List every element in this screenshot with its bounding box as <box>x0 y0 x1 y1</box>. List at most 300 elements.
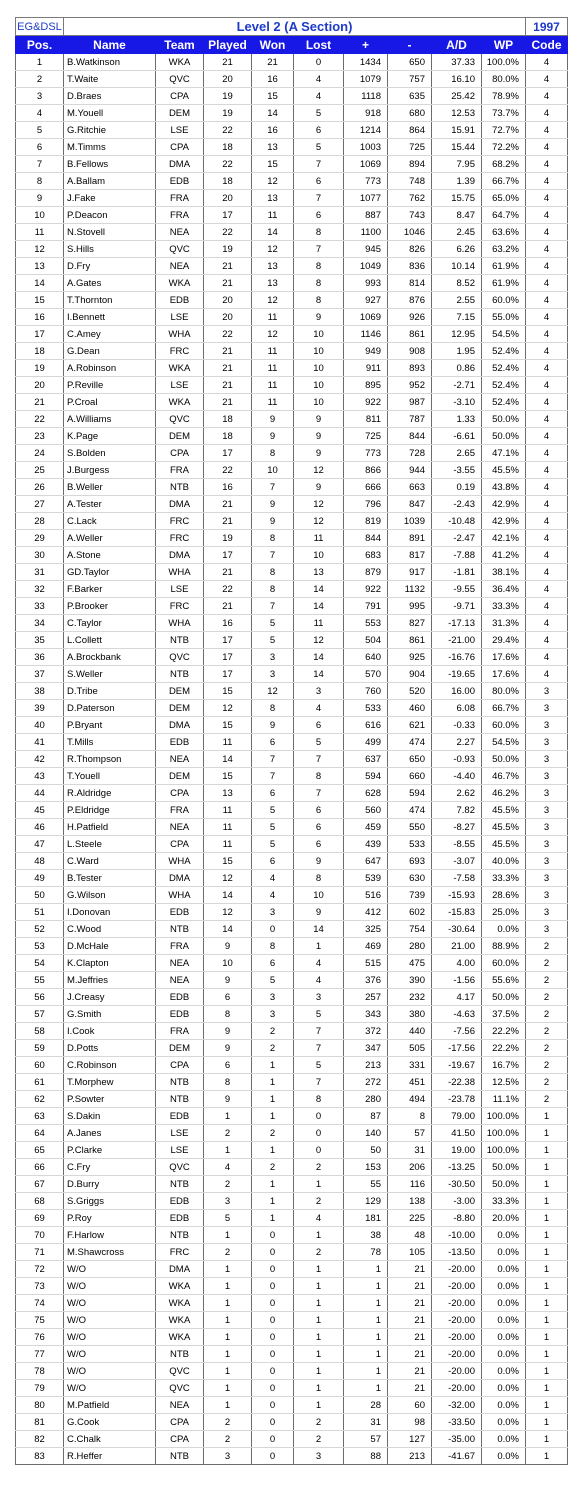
name-cell: B.Watkinson <box>64 54 156 71</box>
ad-cell: -8.80 <box>432 1210 482 1227</box>
team-cell: DEM <box>156 768 204 785</box>
name-cell: P.Sowter <box>64 1091 156 1108</box>
team-cell: WKA <box>156 1295 204 1312</box>
lost-cell: 6 <box>294 207 344 224</box>
pos-cell: 62 <box>16 1091 64 1108</box>
plus-cell: 50 <box>344 1142 388 1159</box>
minus-cell: 926 <box>388 309 432 326</box>
lost-cell: 10 <box>294 394 344 411</box>
pos-cell: 31 <box>16 564 64 581</box>
wp-cell: 50.0% <box>482 1176 526 1193</box>
minus-cell: 21 <box>388 1278 432 1295</box>
team-cell: CPA <box>156 1057 204 1074</box>
table-row <box>16 751 568 768</box>
minus-cell: 138 <box>388 1193 432 1210</box>
code-cell: 4 <box>526 360 568 377</box>
plus-cell: 1069 <box>344 309 388 326</box>
won-cell: 8 <box>252 581 294 598</box>
plus-cell: 87 <box>344 1108 388 1125</box>
plus-cell: 819 <box>344 513 388 530</box>
col-won-header: Won <box>252 36 294 54</box>
plus-cell: 347 <box>344 1040 388 1057</box>
played-cell: 8 <box>204 1006 252 1023</box>
plus-cell: 553 <box>344 615 388 632</box>
pos-cell: 70 <box>16 1227 64 1244</box>
ad-cell: -15.83 <box>432 904 482 921</box>
won-cell: 2 <box>252 1125 294 1142</box>
plus-cell: 1 <box>344 1312 388 1329</box>
minus-cell: 917 <box>388 564 432 581</box>
team-cell: NTB <box>156 1091 204 1108</box>
played-cell: 20 <box>204 309 252 326</box>
code-cell: 3 <box>526 853 568 870</box>
pos-cell: 14 <box>16 275 64 292</box>
plus-cell: 1077 <box>344 190 388 207</box>
code-cell: 1 <box>526 1414 568 1431</box>
name-cell: GD.Taylor <box>64 564 156 581</box>
lost-cell: 9 <box>294 904 344 921</box>
wp-cell: 20.0% <box>482 1210 526 1227</box>
lost-cell: 10 <box>294 377 344 394</box>
minus-cell: 390 <box>388 972 432 989</box>
minus-cell: 31 <box>388 1142 432 1159</box>
name-cell: G.Ritchie <box>64 122 156 139</box>
wp-cell: 33.3% <box>482 598 526 615</box>
code-cell: 1 <box>526 1176 568 1193</box>
plus-cell: 153 <box>344 1159 388 1176</box>
table-row <box>16 1057 568 1074</box>
wp-cell: 38.1% <box>482 564 526 581</box>
played-cell: 9 <box>204 1040 252 1057</box>
table-row <box>16 1091 568 1108</box>
table-row <box>16 1380 568 1397</box>
played-cell: 18 <box>204 139 252 156</box>
wp-cell: 31.3% <box>482 615 526 632</box>
played-cell: 21 <box>204 258 252 275</box>
table-row <box>16 462 568 479</box>
played-cell: 9 <box>204 1091 252 1108</box>
wp-cell: 47.1% <box>482 445 526 462</box>
table-row <box>16 972 568 989</box>
team-cell: WKA <box>156 54 204 71</box>
lost-cell: 8 <box>294 768 344 785</box>
minus-cell: 21 <box>388 1261 432 1278</box>
team-cell: EDB <box>156 734 204 751</box>
plus-cell: 945 <box>344 241 388 258</box>
ad-cell: -10.48 <box>432 513 482 530</box>
ad-cell: -7.88 <box>432 547 482 564</box>
pos-cell: 28 <box>16 513 64 530</box>
wp-cell: 72.7% <box>482 122 526 139</box>
team-cell: FRA <box>156 190 204 207</box>
plus-cell: 516 <box>344 887 388 904</box>
table-row <box>16 1261 568 1278</box>
plus-cell: 773 <box>344 173 388 190</box>
team-cell: NEA <box>156 819 204 836</box>
pos-cell: 50 <box>16 887 64 904</box>
wp-cell: 0.0% <box>482 1346 526 1363</box>
played-cell: 15 <box>204 683 252 700</box>
plus-cell: 459 <box>344 819 388 836</box>
code-cell: 4 <box>526 275 568 292</box>
ad-cell: -22.38 <box>432 1074 482 1091</box>
col-name-header: Name <box>64 36 156 54</box>
table-row <box>16 870 568 887</box>
won-cell: 12 <box>252 683 294 700</box>
table-row <box>16 564 568 581</box>
plus-cell: 560 <box>344 802 388 819</box>
pos-cell: 3 <box>16 88 64 105</box>
lost-cell: 14 <box>294 921 344 938</box>
plus-cell: 1 <box>344 1261 388 1278</box>
ad-cell: -4.63 <box>432 1006 482 1023</box>
code-cell: 1 <box>526 1431 568 1448</box>
won-cell: 8 <box>252 445 294 462</box>
pos-cell: 79 <box>16 1380 64 1397</box>
pos-cell: 52 <box>16 921 64 938</box>
lost-cell: 11 <box>294 615 344 632</box>
pos-cell: 33 <box>16 598 64 615</box>
wp-cell: 50.0% <box>482 751 526 768</box>
minus-cell: 21 <box>388 1329 432 1346</box>
wp-cell: 78.9% <box>482 88 526 105</box>
wp-cell: 11.1% <box>482 1091 526 1108</box>
team-cell: NEA <box>156 1397 204 1414</box>
code-cell: 1 <box>526 1329 568 1346</box>
name-cell: C.Chalk <box>64 1431 156 1448</box>
lost-cell: 10 <box>294 343 344 360</box>
minus-cell: 116 <box>388 1176 432 1193</box>
table-row <box>16 530 568 547</box>
won-cell: 7 <box>252 768 294 785</box>
wp-cell: 65.0% <box>482 190 526 207</box>
played-cell: 2 <box>204 1176 252 1193</box>
won-cell: 8 <box>252 700 294 717</box>
won-cell: 1 <box>252 1091 294 1108</box>
ad-cell: -33.50 <box>432 1414 482 1431</box>
lost-cell: 12 <box>294 513 344 530</box>
minus-cell: 728 <box>388 445 432 462</box>
minus-cell: 864 <box>388 122 432 139</box>
minus-cell: 602 <box>388 904 432 921</box>
name-cell: A.Janes <box>64 1125 156 1142</box>
team-cell: LSE <box>156 122 204 139</box>
name-cell: G.Smith <box>64 1006 156 1023</box>
plus-cell: 949 <box>344 343 388 360</box>
ad-cell: -20.00 <box>432 1261 482 1278</box>
team-cell: WKA <box>156 360 204 377</box>
plus-cell: 1003 <box>344 139 388 156</box>
played-cell: 17 <box>204 207 252 224</box>
name-cell: S.Dakin <box>64 1108 156 1125</box>
table-row <box>16 700 568 717</box>
code-cell: 4 <box>526 411 568 428</box>
pos-cell: 68 <box>16 1193 64 1210</box>
wp-cell: 54.5% <box>482 326 526 343</box>
lost-cell: 10 <box>294 360 344 377</box>
team-cell: EDB <box>156 1006 204 1023</box>
pos-cell: 55 <box>16 972 64 989</box>
col-wp-header: WP <box>482 36 526 54</box>
team-cell: NTB <box>156 1448 204 1465</box>
ad-cell: 15.44 <box>432 139 482 156</box>
team-cell: WHA <box>156 326 204 343</box>
name-cell: A.Brockbank <box>64 649 156 666</box>
played-cell: 22 <box>204 122 252 139</box>
team-cell: QVC <box>156 241 204 258</box>
minus-cell: 725 <box>388 139 432 156</box>
name-cell: T.Thornton <box>64 292 156 309</box>
played-cell: 21 <box>204 496 252 513</box>
lost-cell: 1 <box>294 1295 344 1312</box>
team-cell: LSE <box>156 1125 204 1142</box>
minus-cell: 1132 <box>388 581 432 598</box>
won-cell: 8 <box>252 938 294 955</box>
won-cell: 11 <box>252 309 294 326</box>
minus-cell: 105 <box>388 1244 432 1261</box>
plus-cell: 1 <box>344 1363 388 1380</box>
name-cell: M.Shawcross <box>64 1244 156 1261</box>
minus-cell: 817 <box>388 547 432 564</box>
plus-cell: 725 <box>344 428 388 445</box>
table-row <box>16 445 568 462</box>
name-cell: W/O <box>64 1363 156 1380</box>
code-cell: 1 <box>526 1380 568 1397</box>
name-cell: R.Aldridge <box>64 785 156 802</box>
played-cell: 16 <box>204 479 252 496</box>
plus-cell: 1079 <box>344 71 388 88</box>
lost-cell: 5 <box>294 1057 344 1074</box>
ad-cell: 41.50 <box>432 1125 482 1142</box>
code-cell: 1 <box>526 1244 568 1261</box>
won-cell: 13 <box>252 258 294 275</box>
minus-cell: 594 <box>388 785 432 802</box>
played-cell: 21 <box>204 598 252 615</box>
code-cell: 4 <box>526 377 568 394</box>
table-row <box>16 1074 568 1091</box>
played-cell: 4 <box>204 1159 252 1176</box>
minus-cell: 505 <box>388 1040 432 1057</box>
team-cell: EDB <box>156 292 204 309</box>
won-cell: 21 <box>252 54 294 71</box>
col-pos-header: Pos. <box>16 36 64 54</box>
ad-cell: 15.75 <box>432 190 482 207</box>
team-cell: EDB <box>156 904 204 921</box>
code-cell: 1 <box>526 1159 568 1176</box>
lost-cell: 1 <box>294 1312 344 1329</box>
team-cell: CPA <box>156 88 204 105</box>
ad-cell: 16.10 <box>432 71 482 88</box>
plus-cell: 412 <box>344 904 388 921</box>
ad-cell: -13.50 <box>432 1244 482 1261</box>
table-title: Level 2 (A Section) <box>64 18 526 36</box>
table-row <box>16 1142 568 1159</box>
code-cell: 4 <box>526 632 568 649</box>
lost-cell: 2 <box>294 1159 344 1176</box>
played-cell: 18 <box>204 428 252 445</box>
wp-cell: 64.7% <box>482 207 526 224</box>
wp-cell: 45.5% <box>482 836 526 853</box>
won-cell: 5 <box>252 615 294 632</box>
team-cell: DEM <box>156 700 204 717</box>
table-row <box>16 615 568 632</box>
played-cell: 21 <box>204 343 252 360</box>
plus-cell: 504 <box>344 632 388 649</box>
lost-cell: 6 <box>294 836 344 853</box>
plus-cell: 879 <box>344 564 388 581</box>
lost-cell: 1 <box>294 1329 344 1346</box>
team-cell: WKA <box>156 1278 204 1295</box>
plus-cell: 796 <box>344 496 388 513</box>
code-cell: 4 <box>526 581 568 598</box>
played-cell: 11 <box>204 819 252 836</box>
table-row <box>16 989 568 1006</box>
name-cell: S.Griggs <box>64 1193 156 1210</box>
ad-cell: -15.93 <box>432 887 482 904</box>
lost-cell: 13 <box>294 564 344 581</box>
won-cell: 0 <box>252 1295 294 1312</box>
name-cell: P.Roy <box>64 1210 156 1227</box>
code-cell: 4 <box>526 88 568 105</box>
code-cell: 4 <box>526 207 568 224</box>
name-cell: M.Youell <box>64 105 156 122</box>
ad-cell: -20.00 <box>432 1312 482 1329</box>
wp-cell: 0.0% <box>482 1227 526 1244</box>
table-row <box>16 955 568 972</box>
won-cell: 2 <box>252 1040 294 1057</box>
played-cell: 17 <box>204 547 252 564</box>
won-cell: 10 <box>252 462 294 479</box>
minus-cell: 635 <box>388 88 432 105</box>
wp-cell: 0.0% <box>482 1363 526 1380</box>
team-cell: NTB <box>156 1346 204 1363</box>
minus-cell: 650 <box>388 54 432 71</box>
plus-cell: 78 <box>344 1244 388 1261</box>
wp-cell: 52.4% <box>482 360 526 377</box>
played-cell: 1 <box>204 1108 252 1125</box>
plus-cell: 140 <box>344 1125 388 1142</box>
lost-cell: 12 <box>294 462 344 479</box>
ad-cell: 0.19 <box>432 479 482 496</box>
code-cell: 2 <box>526 1006 568 1023</box>
played-cell: 2 <box>204 1414 252 1431</box>
name-cell: P.Eldridge <box>64 802 156 819</box>
column-header-row <box>16 36 568 54</box>
code-cell: 3 <box>526 717 568 734</box>
code-cell: 1 <box>526 1312 568 1329</box>
pos-cell: 75 <box>16 1312 64 1329</box>
played-cell: 22 <box>204 462 252 479</box>
ad-cell: -8.27 <box>432 819 482 836</box>
code-cell: 1 <box>526 1125 568 1142</box>
name-cell: T.Morphew <box>64 1074 156 1091</box>
table-row <box>16 394 568 411</box>
season-year: 1997 <box>526 18 568 36</box>
plus-cell: 1118 <box>344 88 388 105</box>
table-row <box>16 1040 568 1057</box>
pos-cell: 36 <box>16 649 64 666</box>
name-cell: A.Ballam <box>64 173 156 190</box>
wp-cell: 46.7% <box>482 768 526 785</box>
played-cell: 22 <box>204 581 252 598</box>
team-cell: FRC <box>156 598 204 615</box>
team-cell: EDB <box>156 173 204 190</box>
name-cell: W/O <box>64 1346 156 1363</box>
wp-cell: 66.7% <box>482 173 526 190</box>
col-code-header: Code <box>526 36 568 54</box>
code-cell: 4 <box>526 649 568 666</box>
minus-cell: 621 <box>388 717 432 734</box>
plus-cell: 28 <box>344 1397 388 1414</box>
wp-cell: 100.0% <box>482 1142 526 1159</box>
name-cell: J.Burgess <box>64 462 156 479</box>
lost-cell: 7 <box>294 1023 344 1040</box>
ad-cell: -20.00 <box>432 1295 482 1312</box>
team-cell: QVC <box>156 411 204 428</box>
ad-cell: 16.00 <box>432 683 482 700</box>
wp-cell: 45.5% <box>482 819 526 836</box>
code-cell: 2 <box>526 989 568 1006</box>
table-row <box>16 802 568 819</box>
lost-cell: 6 <box>294 717 344 734</box>
played-cell: 15 <box>204 717 252 734</box>
plus-cell: 1146 <box>344 326 388 343</box>
pos-cell: 65 <box>16 1142 64 1159</box>
played-cell: 2 <box>204 1431 252 1448</box>
lost-cell: 1 <box>294 1227 344 1244</box>
lost-cell: 9 <box>294 479 344 496</box>
plus-cell: 594 <box>344 768 388 785</box>
table-row <box>16 496 568 513</box>
table-row <box>16 71 568 88</box>
lost-cell: 14 <box>294 581 344 598</box>
plus-cell: 1 <box>344 1278 388 1295</box>
table-row <box>16 904 568 921</box>
played-cell: 21 <box>204 54 252 71</box>
plus-cell: 372 <box>344 1023 388 1040</box>
league-table <box>15 17 568 1465</box>
wp-cell: 60.0% <box>482 955 526 972</box>
won-cell: 0 <box>252 1244 294 1261</box>
ad-cell: 6.08 <box>432 700 482 717</box>
played-cell: 13 <box>204 785 252 802</box>
name-cell: A.Stone <box>64 547 156 564</box>
name-cell: P.Clarke <box>64 1142 156 1159</box>
pos-cell: 29 <box>16 530 64 547</box>
wp-cell: 45.5% <box>482 462 526 479</box>
won-cell: 13 <box>252 190 294 207</box>
plus-cell: 31 <box>344 1414 388 1431</box>
pos-cell: 17 <box>16 326 64 343</box>
won-cell: 11 <box>252 343 294 360</box>
code-cell: 3 <box>526 819 568 836</box>
team-cell: NEA <box>156 224 204 241</box>
team-cell: WHA <box>156 853 204 870</box>
code-cell: 1 <box>526 1346 568 1363</box>
played-cell: 21 <box>204 377 252 394</box>
team-cell: CPA <box>156 836 204 853</box>
ad-cell: 2.55 <box>432 292 482 309</box>
team-cell: QVC <box>156 1380 204 1397</box>
pos-cell: 83 <box>16 1448 64 1465</box>
pos-cell: 20 <box>16 377 64 394</box>
played-cell: 1 <box>204 1380 252 1397</box>
played-cell: 15 <box>204 768 252 785</box>
plus-cell: 257 <box>344 989 388 1006</box>
pos-cell: 77 <box>16 1346 64 1363</box>
ad-cell: -9.71 <box>432 598 482 615</box>
ad-cell: 2.27 <box>432 734 482 751</box>
